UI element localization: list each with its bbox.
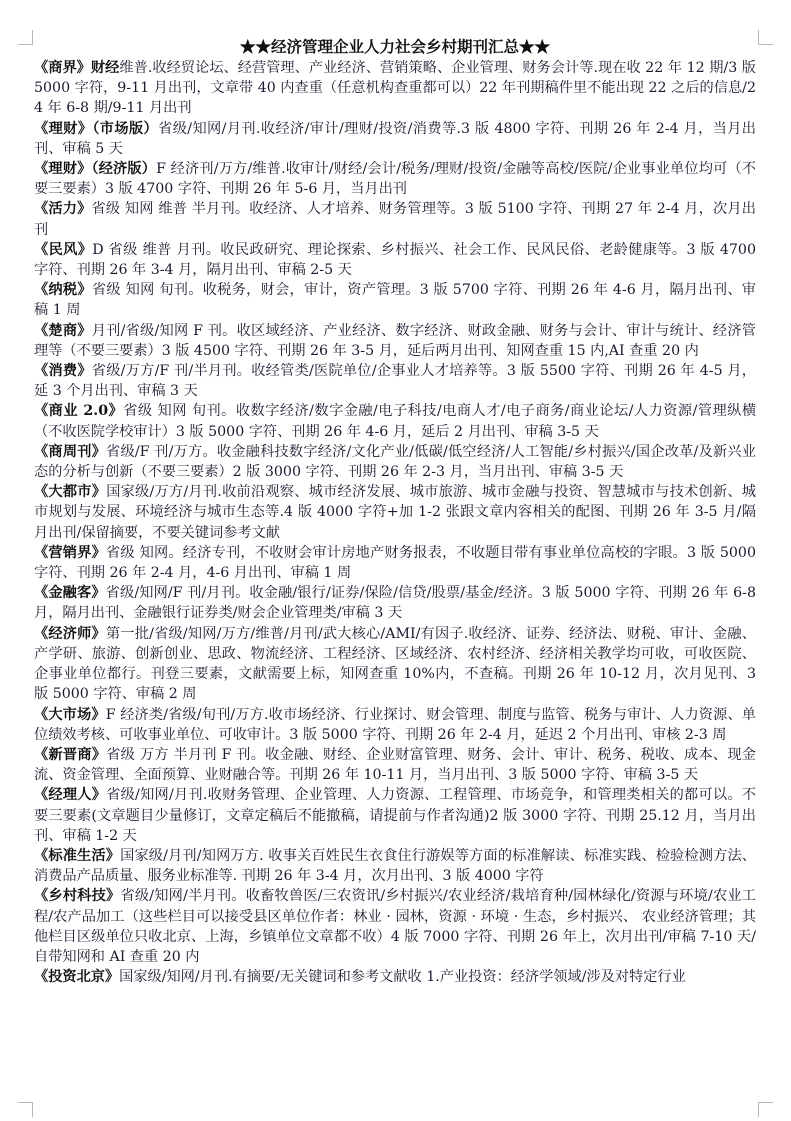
- journal-name: 《商业 2.0》: [34, 403, 124, 420]
- journal-entry: [34, 785, 756, 846]
- journal-details: 省级/知网/月刊.收经济/审计/理财/投资/消费等.3 版 4800 字符、刊期 26 年 2-4 月，当月出刊、审稿 5 天: [34, 120, 756, 157]
- journal-entry: [34, 967, 756, 987]
- journal-details: 省级/知网/半月刊。收畜牧兽医/三农资讯/乡村振兴/农业经济/栽培育种/园林绿化/资源与环境/农业工程/农产品加工（这些栏目可以接受县区单位作者：林业 · 园林，资源 · 环境 · 生态，乡村振兴、 农业经济管理；其他栏目区级单位只收北京、上海，乡镇单位文章都不收）4 版 7000 字符、刊期 26 年上，次月出刊/审稿 7-10 天/自带知网和 AI 查重 20 内: [34, 888, 756, 965]
- journal-entry: [34, 745, 756, 785]
- journal-details: 第一批/省级/知网/万方/维普/月刊/武大核心/AMI/有因子.收经济、证券、经济法、财税、审计、金融、产学研、旅游、创新创业、思政、物流经济、工程经济、区域经济、农村经济、经济相关教学均可收，可收医院、企事业单位都行。刊登三要素，文献需要上标，知网查重 10%内，不查稿。刊期 26 年 10-12 月，次月见刊、3 版 5000 字符、审稿 2 周: [34, 625, 756, 703]
- journal-name: 《楚商》: [34, 322, 92, 339]
- journal-entry: [34, 583, 756, 623]
- journal-entry: [34, 240, 756, 280]
- document-body: [34, 37, 756, 987]
- journal-entry: [34, 482, 756, 543]
- journal-name: 《标准生活》: [34, 847, 121, 864]
- document-title: ★★经济管理企业人力社会乡村期刊汇总★★: [239, 37, 550, 56]
- journal-details: 国家级/万方/月刊.收前沿观察、城市经济发展、城市旅游、城市金融与投资、智慧城市与技术创新、城市规划与发展、环境经济与城市生态等.4 版 4000 字符+加 1-2 张跟文章内容相关的配图、刊期 26 年 3-5 月/隔月出刊/保留摘要，不要关键词参考文献: [34, 484, 756, 541]
- journal-details: 省级 知网 旬刊。收税务，财会，审计，资产管理。3 版 5700 字符、刊期 26 年 4-6 月，隔月出刊、审稿 1 周: [34, 282, 756, 319]
- journal-details: 省级 万方 半月刊 F 刊。收金融、财经、企业财富管理、财务、会计、审计、税务、税收、成本、现金流、资金管理、全面预算、业财融合等。刊期 26 年 10-11 月，当月出刊、3 版 5000 字符、审稿 3-5 天: [34, 746, 756, 784]
- crop-mark-bottom-right: [758, 1102, 773, 1117]
- journal-details: F 经济类/省级/旬刊/万方.收市场经济、行业探讨、财会管理、制度与监管、税务与审计、人力资源、单位绩效考核、可收事业单位、可收审计。3 版 5000 字符、刊期 26 年 2-4 月，延迟 2 个月出刊、审核 2-3 周: [34, 706, 756, 743]
- journal-name: 《经理人》: [34, 787, 107, 804]
- journal-entry: [34, 199, 756, 239]
- journal-name: 《大市场》: [34, 706, 106, 723]
- journal-details: 省级/知网/F 刊/月刊。收金融/银行/证券/保险/信贷/股票/基金/经济。3 版 5000 字符、刊期 26 年 6-8 月，隔月出刊、金融银行证券类/财会企业管理类/审稿 3 天: [34, 585, 756, 622]
- journal-name: 《金融客》: [34, 585, 106, 602]
- journal-name: 《大都市》: [34, 484, 107, 501]
- journal-entry: [34, 543, 756, 583]
- journal-details: 维普.收经贸论坛、经营管理、产业经济、营销策略、企业管理、财务会计等.现在收 22 年 12 期/3 版 5000 字符，9-11 月出刊，文章带 40 内查重（任意机构查重都可以）22 年刊期稿件里不能出现 22 之后的信息/24 年 6-8 期/9-11 月出刊: [34, 60, 756, 117]
- journal-entry: [34, 886, 756, 967]
- journal-name: 《活力》: [34, 201, 92, 218]
- journal-details: 国家级/月刊/知网万方. 收事关百姓民生衣食住行游娱等方面的标准解读、标准实践、检验检测方法、消费品产品质量、服务业标准等. 刊期 26 年 3-4 月，次月出刊、3 版 4000 字符: [34, 847, 756, 885]
- journal-details: D 省级 维普 月刊。收民政研究、理论探索、乡村振兴、社会工作、民风民俗、老龄健康等。3 版 4700 字符、刊期 26 年 3-4 月，隔月出刊、审稿 2-5 天: [34, 241, 756, 279]
- journal-details: F 经济刊/万方/维普.收审计/财经/会计/税务/理财/投资/金融等高校/医院/企业事业单位均可（不要三要素）3 版 4700 字符、刊期 26 年 5-6 月，当月出刊: [34, 161, 756, 198]
- journal-entry: [34, 280, 756, 320]
- journal-details: 省级 知网 维普 半月刊。收经济、人才培养、财务管理等。3 版 5100 字符、刊期 27 年 2-4 月，次月出刊: [34, 201, 756, 238]
- journal-name: 《新晋商》: [34, 746, 107, 763]
- journal-details: 省级 知网。经济专刊，不收财会审计房地产财务报表，不收题目带有事业单位高校的字眼。3 版 5000 字符、刊期 26 年 2-4 月，4-6 月出刊、审稿 1 周: [34, 544, 756, 582]
- journal-name: 《经济师》: [34, 625, 106, 642]
- journal-details: 国家级/知网/月刊.有摘要/无关键词和参考文献收 1.产业投资：经济学领域/涉及对特定行业: [119, 969, 686, 986]
- journal-details: 省级 知网 旬刊。收数字经济/数字金融/电子科技/电商人才/电子商务/商业论坛/人力资源/管理纵横（不收医院学校审计）3 版 5000 字符、刊期 26 年 4-6 月，延后 2 月出刊、审稿 3-5 天: [34, 403, 757, 440]
- journal-entry: [34, 58, 756, 119]
- journal-name: 《商周刊》: [34, 443, 107, 460]
- journal-entry: [34, 361, 756, 401]
- journal-entry: [34, 442, 756, 482]
- journal-name: 《投资北京》: [34, 969, 120, 986]
- journal-entry: [34, 321, 756, 361]
- journal-details: 月刊/省级/知网 F 刊。收区域经济、产业经济、数字经济、财政金融、财务与会计、审计与统计、经济管理等（不要三要素）3 版 4500 字符、刊期 26 年 3-5 月，延后两月出刊、知网查重 15 内,AI 查重 20 内: [34, 322, 756, 359]
- journal-name: 《消费》: [34, 363, 92, 380]
- journal-name: 《营销界》: [34, 544, 107, 561]
- crop-mark-bottom-left: [18, 1102, 33, 1117]
- journal-details: 省级/万方/F 刊/半月刊。收经管类/医院单位/企事业人才培养等。3 版 5500 字符、刊期 26 年 4-5 月，延 3 个月出刊、审稿 3 天: [34, 363, 756, 400]
- journal-name: 《理财》（市场版）: [34, 120, 159, 137]
- journal-entry: [34, 846, 756, 886]
- journal-entry: [34, 705, 756, 745]
- journal-entry: [34, 159, 756, 199]
- journal-name: 《理财》（经济版）: [34, 161, 157, 178]
- journal-entry: [34, 624, 756, 705]
- journal-details: 省级/F 刊/万方。收金融科技数字经济/文化产业/低碳/低空经济/人工智能/乡村振兴/国企改革/及新兴业态的分析与创新（不要三要素）2 版 3000 字符、刊期 26 年 2-3 月，当月出刊、审稿 3-5 天: [34, 443, 756, 481]
- crop-mark-top-right: [758, 30, 773, 45]
- journal-details: 省级/知网/月刊.收财务管理、企业管理、人力资源、工程管理、市场竞争，和管理类相关的都可以。不要三要素(文章题目少量修订，文章定稿后不能撤稿，请提前与作者沟通)2 版 3000 字符、刊期 25.12 月，当月出刊、审稿 1-2 天: [34, 787, 756, 844]
- journal-name: 《乡村科技》: [34, 888, 121, 905]
- journal-name: 《民风》: [34, 241, 93, 258]
- journal-name: 《商界》财经: [34, 60, 120, 76]
- journal-entry: [34, 401, 756, 441]
- journal-entry: [34, 119, 756, 159]
- journal-name: 《纳税》: [34, 282, 92, 299]
- crop-mark-top-left: [18, 30, 33, 45]
